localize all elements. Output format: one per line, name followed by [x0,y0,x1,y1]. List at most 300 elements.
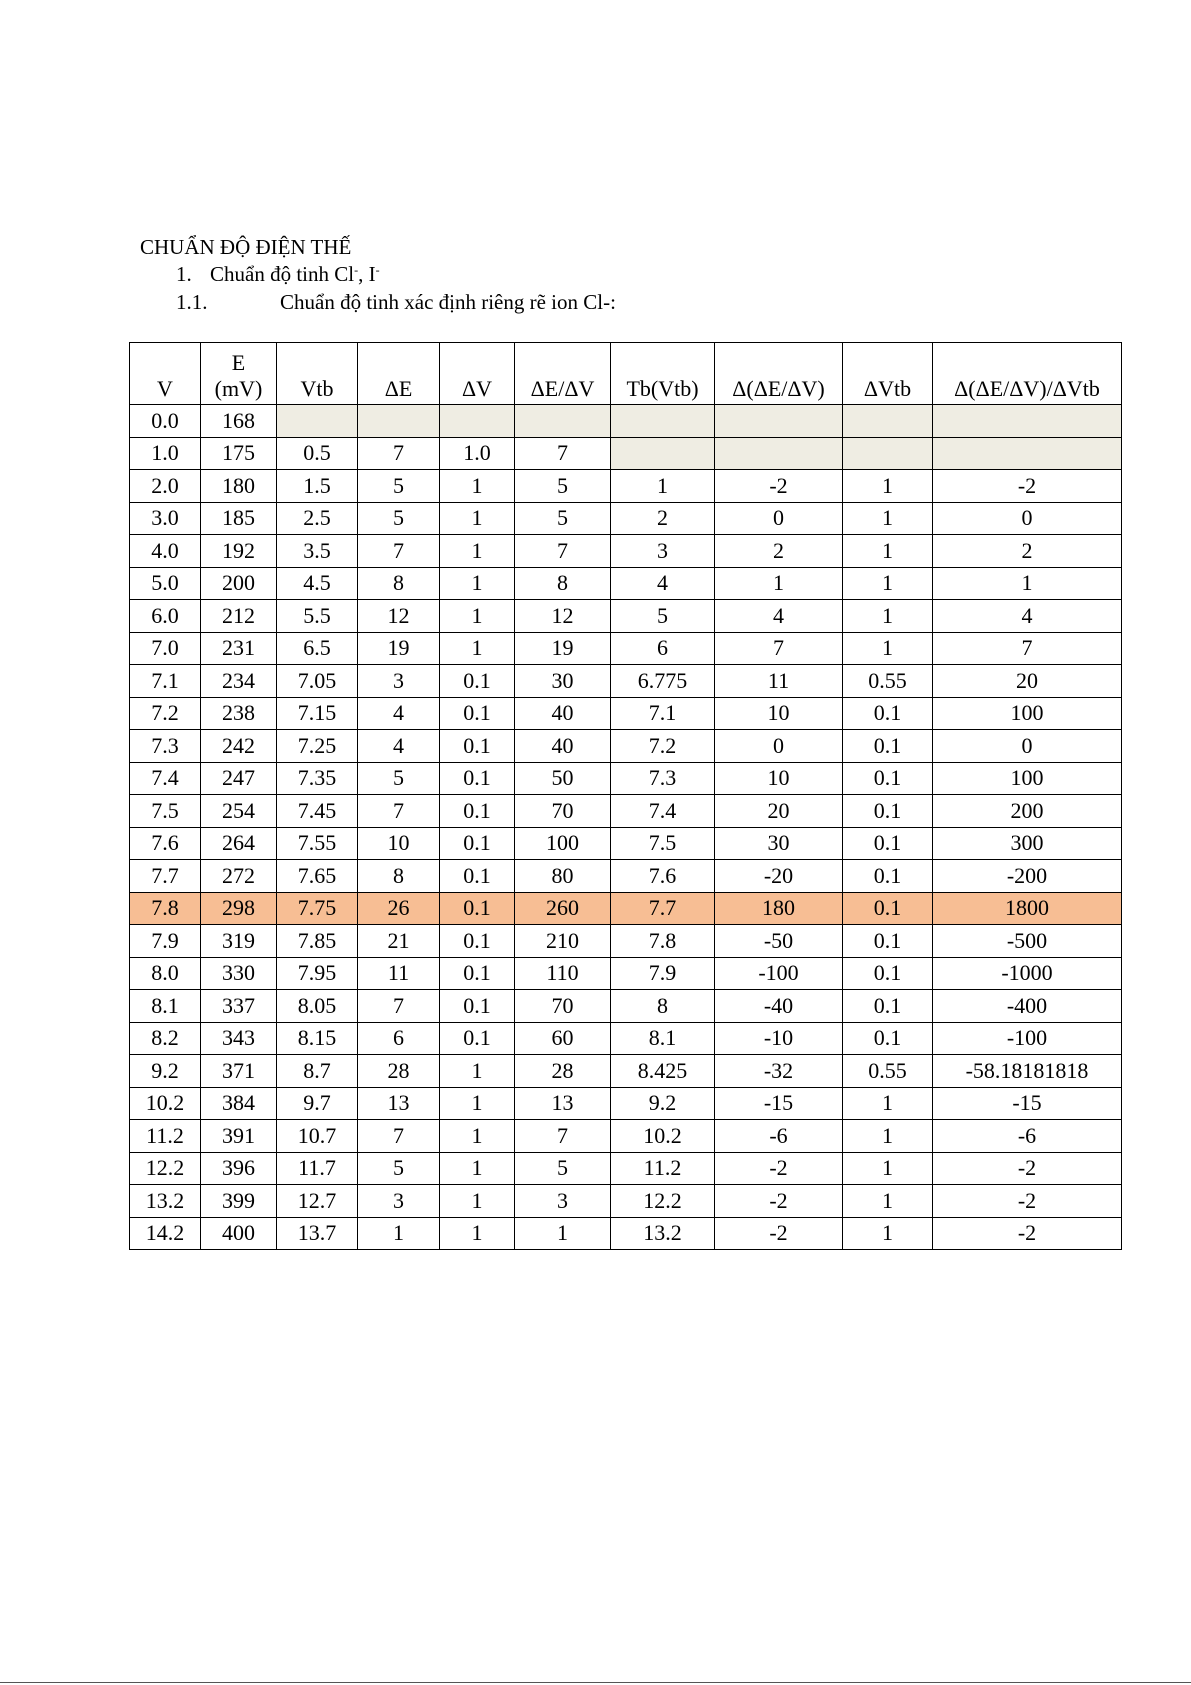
cell-vtb: 1.5 [277,470,358,503]
cell-vtb: 6.5 [277,632,358,665]
cell-v: 12.2 [130,1152,201,1185]
cell-e: 175 [201,437,277,470]
cell-de-dv: 5 [515,470,611,503]
cell-e: 400 [201,1217,277,1250]
table-row [130,1022,1122,1055]
cell-vtb: 8.7 [277,1055,358,1088]
cell-tb-vtb [611,405,715,438]
section-1-number: 1. [176,262,192,286]
cell-delta-vtb: 0.1 [843,1022,933,1055]
cell-v: 14.2 [130,1217,201,1250]
section-1-1-heading [176,289,616,315]
cell-delta-e: 7 [358,535,440,568]
cell-delta-de-dv: -10 [715,1022,843,1055]
cell-vtb: 0.5 [277,437,358,470]
cell-vtb: 7.35 [277,762,358,795]
cell-de-dv: 60 [515,1022,611,1055]
cell-delta-de-dv: 10 [715,697,843,730]
cell-e: 391 [201,1120,277,1153]
cell-delta-de-dv: -20 [715,860,843,893]
cell-e: 396 [201,1152,277,1185]
cell-tb-vtb: 3 [611,535,715,568]
cell-second-derivative: 2 [933,535,1122,568]
cell-delta-de-dv: -15 [715,1087,843,1120]
cell-delta-vtb: 0.1 [843,990,933,1023]
cell-delta-e: 7 [358,1120,440,1153]
cell-e: 238 [201,697,277,730]
cell-e: 298 [201,892,277,925]
cell-de-dv: 19 [515,632,611,665]
cell-second-derivative: 0 [933,730,1122,763]
cell-tb-vtb: 7.9 [611,957,715,990]
cell-vtb: 12.7 [277,1185,358,1218]
cell-delta-de-dv: -2 [715,1152,843,1185]
cell-delta-vtb: 1 [843,632,933,665]
cell-second-derivative [933,405,1122,438]
cell-delta-de-dv: -32 [715,1055,843,1088]
cell-v: 8.2 [130,1022,201,1055]
cell-de-dv: 1 [515,1217,611,1250]
table-row [130,795,1122,828]
cell-tb-vtb: 4 [611,567,715,600]
cell-delta-e: 8 [358,567,440,600]
cell-delta-vtb: 1 [843,502,933,535]
cell-de-dv: 80 [515,860,611,893]
cell-e: 264 [201,827,277,860]
cell-delta-vtb [843,437,933,470]
cell-delta-e: 5 [358,762,440,795]
cell-delta-de-dv: -2 [715,470,843,503]
cell-e: 399 [201,1185,277,1218]
cell-delta-de-dv: 0 [715,730,843,763]
section-1-text-mid: , I [358,262,376,286]
cell-vtb: 10.7 [277,1120,358,1153]
cell-de-dv: 8 [515,567,611,600]
table-row [130,600,1122,633]
cell-delta-e: 10 [358,827,440,860]
cell-delta-e: 13 [358,1087,440,1120]
cell-delta-vtb: 1 [843,1152,933,1185]
cell-e: 247 [201,762,277,795]
cell-delta-vtb: 1 [843,1087,933,1120]
cell-tb-vtb: 7.7 [611,892,715,925]
cell-delta-de-dv: 0 [715,502,843,535]
cell-second-derivative: -500 [933,925,1122,958]
cell-delta-de-dv: -2 [715,1185,843,1218]
header-e-line1: E [231,350,246,375]
cell-vtb [277,405,358,438]
cell-delta-vtb: 0.1 [843,925,933,958]
cell-de-dv: 5 [515,502,611,535]
cell-second-derivative: 200 [933,795,1122,828]
cell-second-derivative [933,437,1122,470]
cell-vtb: 7.05 [277,665,358,698]
cell-second-derivative: 1 [933,567,1122,600]
table-row [130,892,1122,925]
cell-second-derivative: -2 [933,1185,1122,1218]
header-delta-de-dv: Δ(ΔE/ΔV) [715,343,843,405]
cell-delta-e: 3 [358,1185,440,1218]
cell-tb-vtb: 1 [611,470,715,503]
cell-e: 343 [201,1022,277,1055]
cell-delta-de-dv: 20 [715,795,843,828]
cell-delta-v: 1 [440,1217,515,1250]
section-1-1-number: 1.1. [176,290,208,314]
table-row [130,567,1122,600]
cell-delta-e: 28 [358,1055,440,1088]
cell-tb-vtb: 8.1 [611,1022,715,1055]
header-delta-v: ΔV [440,343,515,405]
cell-second-derivative: 20 [933,665,1122,698]
header-e-line2: (mV) [214,376,263,401]
cell-vtb: 7.95 [277,957,358,990]
cell-de-dv: 7 [515,437,611,470]
cell-de-dv: 7 [515,535,611,568]
cell-de-dv: 110 [515,957,611,990]
cell-delta-v: 0.1 [440,892,515,925]
header-delta-e: ΔE [358,343,440,405]
cell-de-dv: 260 [515,892,611,925]
cell-delta-e: 5 [358,502,440,535]
table-row [130,860,1122,893]
cell-delta-vtb: 1 [843,1120,933,1153]
cell-delta-e: 12 [358,600,440,633]
cell-delta-v: 1.0 [440,437,515,470]
cell-tb-vtb: 7.4 [611,795,715,828]
cell-de-dv: 5 [515,1152,611,1185]
cell-tb-vtb: 13.2 [611,1217,715,1250]
cell-second-derivative: 0 [933,502,1122,535]
cell-e: 168 [201,405,277,438]
cell-v: 3.0 [130,502,201,535]
table-header-row [130,343,1122,405]
cell-second-derivative: 100 [933,762,1122,795]
cell-e: 180 [201,470,277,503]
cell-vtb: 5.5 [277,600,358,633]
cell-delta-e: 5 [358,1152,440,1185]
header-v: V [130,343,201,405]
cell-delta-e: 19 [358,632,440,665]
cell-e: 192 [201,535,277,568]
cell-delta-e: 26 [358,892,440,925]
cell-second-derivative: 4 [933,600,1122,633]
cell-e: 384 [201,1087,277,1120]
cell-v: 7.3 [130,730,201,763]
cell-delta-e: 6 [358,1022,440,1055]
cell-delta-de-dv: 180 [715,892,843,925]
cell-delta-e: 21 [358,925,440,958]
cell-v: 7.2 [130,697,201,730]
cell-vtb: 7.25 [277,730,358,763]
header-vtb: Vtb [277,343,358,405]
cell-de-dv: 28 [515,1055,611,1088]
cell-delta-vtb [843,405,933,438]
cell-delta-v: 1 [440,470,515,503]
cell-e: 272 [201,860,277,893]
cell-vtb: 7.55 [277,827,358,860]
cell-v: 11.2 [130,1120,201,1153]
table-body [130,405,1122,1250]
cell-delta-vtb: 0.1 [843,892,933,925]
cell-e: 337 [201,990,277,1023]
table-row [130,1055,1122,1088]
cell-e: 242 [201,730,277,763]
cell-tb-vtb: 7.2 [611,730,715,763]
cell-de-dv: 3 [515,1185,611,1218]
cell-tb-vtb: 6.775 [611,665,715,698]
section-1-superscript-1: - [354,263,359,277]
cell-vtb: 7.15 [277,697,358,730]
cell-delta-v: 0.1 [440,1022,515,1055]
cell-delta-v: 0.1 [440,860,515,893]
cell-v: 9.2 [130,1055,201,1088]
cell-e: 254 [201,795,277,828]
table-row [130,1087,1122,1120]
cell-delta-e: 7 [358,990,440,1023]
table-row [130,1120,1122,1153]
cell-delta-vtb: 0.1 [843,730,933,763]
cell-delta-v: 1 [440,535,515,568]
cell-second-derivative: -15 [933,1087,1122,1120]
cell-vtb: 7.75 [277,892,358,925]
cell-delta-v: 0.1 [440,925,515,958]
table-row [130,470,1122,503]
cell-delta-v: 1 [440,567,515,600]
cell-v: 7.1 [130,665,201,698]
cell-tb-vtb: 7.6 [611,860,715,893]
cell-delta-e: 5 [358,470,440,503]
cell-v: 6.0 [130,600,201,633]
table-row [130,762,1122,795]
cell-vtb: 4.5 [277,567,358,600]
cell-vtb: 7.85 [277,925,358,958]
cell-second-derivative: -58.18181818 [933,1055,1122,1088]
cell-second-derivative: -400 [933,990,1122,1023]
cell-delta-v: 0.1 [440,957,515,990]
cell-tb-vtb: 5 [611,600,715,633]
cell-delta-v: 0.1 [440,795,515,828]
table-row [130,957,1122,990]
cell-tb-vtb: 11.2 [611,1152,715,1185]
cell-de-dv: 210 [515,925,611,958]
cell-delta-de-dv: 11 [715,665,843,698]
cell-delta-vtb: 1 [843,600,933,633]
cell-vtb: 9.7 [277,1087,358,1120]
cell-vtb: 8.05 [277,990,358,1023]
cell-delta-vtb: 0.55 [843,1055,933,1088]
cell-tb-vtb: 7.8 [611,925,715,958]
cell-delta-v: 1 [440,600,515,633]
header-de-dv: ΔE/ΔV [515,343,611,405]
section-1-superscript-2: - [375,263,380,277]
cell-delta-e: 3 [358,665,440,698]
table-row [130,665,1122,698]
cell-vtb: 7.65 [277,860,358,893]
cell-delta-vtb: 0.1 [843,762,933,795]
cell-delta-de-dv: 1 [715,567,843,600]
header-e-mv [201,343,277,405]
cell-second-derivative: -2 [933,470,1122,503]
cell-delta-de-dv: 10 [715,762,843,795]
cell-delta-vtb: 1 [843,1217,933,1250]
cell-delta-vtb: 0.1 [843,860,933,893]
table-row [130,437,1122,470]
cell-delta-e: 8 [358,860,440,893]
cell-v: 5.0 [130,567,201,600]
cell-delta-v: 0.1 [440,730,515,763]
cell-de-dv: 70 [515,990,611,1023]
table-row [130,502,1122,535]
cell-v: 4.0 [130,535,201,568]
cell-delta-de-dv: 30 [715,827,843,860]
cell-delta-de-dv: -50 [715,925,843,958]
cell-vtb: 3.5 [277,535,358,568]
cell-delta-de-dv [715,437,843,470]
table-row [130,632,1122,665]
cell-de-dv: 40 [515,730,611,763]
cell-v: 2.0 [130,470,201,503]
cell-v: 0.0 [130,405,201,438]
cell-v: 7.6 [130,827,201,860]
table-row [130,1185,1122,1218]
cell-delta-v: 0.1 [440,990,515,1023]
cell-tb-vtb: 7.3 [611,762,715,795]
cell-delta-v: 0.1 [440,762,515,795]
table-row [130,405,1122,438]
cell-delta-e [358,405,440,438]
cell-delta-v: 0.1 [440,697,515,730]
cell-delta-e: 1 [358,1217,440,1250]
cell-e: 200 [201,567,277,600]
table-row [130,1152,1122,1185]
cell-delta-e: 7 [358,795,440,828]
cell-tb-vtb: 8 [611,990,715,1023]
cell-second-derivative: 1800 [933,892,1122,925]
cell-second-derivative: 7 [933,632,1122,665]
cell-delta-v: 1 [440,1055,515,1088]
header-delta-vtb: ΔVtb [843,343,933,405]
cell-v: 7.8 [130,892,201,925]
document-title: CHUẨN ĐỘ ĐIỆN THẾ [140,235,352,259]
table-row [130,730,1122,763]
cell-de-dv: 30 [515,665,611,698]
cell-second-derivative: -2 [933,1217,1122,1250]
cell-e: 371 [201,1055,277,1088]
cell-v: 8.1 [130,990,201,1023]
cell-tb-vtb: 7.1 [611,697,715,730]
cell-delta-vtb: 0.1 [843,827,933,860]
cell-second-derivative: -6 [933,1120,1122,1153]
cell-v: 1.0 [130,437,201,470]
cell-delta-de-dv: -6 [715,1120,843,1153]
cell-second-derivative: 300 [933,827,1122,860]
cell-v: 7.5 [130,795,201,828]
cell-delta-v: 0.1 [440,665,515,698]
cell-delta-v: 1 [440,1152,515,1185]
cell-tb-vtb: 12.2 [611,1185,715,1218]
cell-v: 7.4 [130,762,201,795]
cell-v: 7.7 [130,860,201,893]
section-1-1-text: Chuẩn độ tinh xác định riêng rẽ ion Cl-: [280,290,616,314]
cell-de-dv: 13 [515,1087,611,1120]
cell-delta-e: 11 [358,957,440,990]
cell-tb-vtb: 6 [611,632,715,665]
cell-vtb: 2.5 [277,502,358,535]
cell-delta-vtb: 1 [843,470,933,503]
cell-de-dv: 50 [515,762,611,795]
cell-second-derivative: -1000 [933,957,1122,990]
cell-delta-de-dv: -2 [715,1217,843,1250]
cell-delta-de-dv: 7 [715,632,843,665]
cell-de-dv: 7 [515,1120,611,1153]
cell-delta-vtb: 0.1 [843,697,933,730]
cell-delta-v [440,405,515,438]
cell-v: 7.0 [130,632,201,665]
cell-delta-e: 7 [358,437,440,470]
cell-delta-vtb: 0.55 [843,665,933,698]
table-row [130,990,1122,1023]
cell-delta-de-dv: -40 [715,990,843,1023]
header-second-derivative: Δ(ΔE/ΔV)/ΔVtb [933,343,1122,405]
cell-vtb: 11.7 [277,1152,358,1185]
cell-de-dv: 100 [515,827,611,860]
cell-e: 185 [201,502,277,535]
cell-tb-vtb [611,437,715,470]
cell-delta-vtb: 0.1 [843,795,933,828]
cell-e: 234 [201,665,277,698]
cell-de-dv: 40 [515,697,611,730]
cell-delta-de-dv: 4 [715,600,843,633]
section-1-heading [176,261,380,287]
cell-delta-e: 4 [358,730,440,763]
cell-vtb: 13.7 [277,1217,358,1250]
cell-delta-e: 4 [358,697,440,730]
cell-second-derivative: 100 [933,697,1122,730]
cell-delta-v: 1 [440,1185,515,1218]
cell-delta-vtb: 1 [843,535,933,568]
header-tb-vtb: Tb(Vtb) [611,343,715,405]
cell-de-dv: 70 [515,795,611,828]
cell-de-dv [515,405,611,438]
cell-delta-v: 1 [440,502,515,535]
cell-delta-v: 1 [440,1087,515,1120]
cell-tb-vtb: 2 [611,502,715,535]
table-row [130,925,1122,958]
cell-de-dv: 12 [515,600,611,633]
cell-delta-vtb: 0.1 [843,957,933,990]
cell-v: 10.2 [130,1087,201,1120]
cell-delta-de-dv: -100 [715,957,843,990]
cell-delta-de-dv [715,405,843,438]
cell-delta-v: 0.1 [440,827,515,860]
cell-e: 231 [201,632,277,665]
cell-vtb: 7.45 [277,795,358,828]
cell-second-derivative: -100 [933,1022,1122,1055]
table-row [130,827,1122,860]
cell-tb-vtb: 9.2 [611,1087,715,1120]
cell-e: 319 [201,925,277,958]
table-row [130,535,1122,568]
table-row [130,697,1122,730]
cell-tb-vtb: 7.5 [611,827,715,860]
titration-table [129,342,1122,1250]
cell-tb-vtb: 8.425 [611,1055,715,1088]
cell-e: 212 [201,600,277,633]
cell-v: 7.9 [130,925,201,958]
cell-tb-vtb: 10.2 [611,1120,715,1153]
cell-v: 8.0 [130,957,201,990]
cell-e: 330 [201,957,277,990]
